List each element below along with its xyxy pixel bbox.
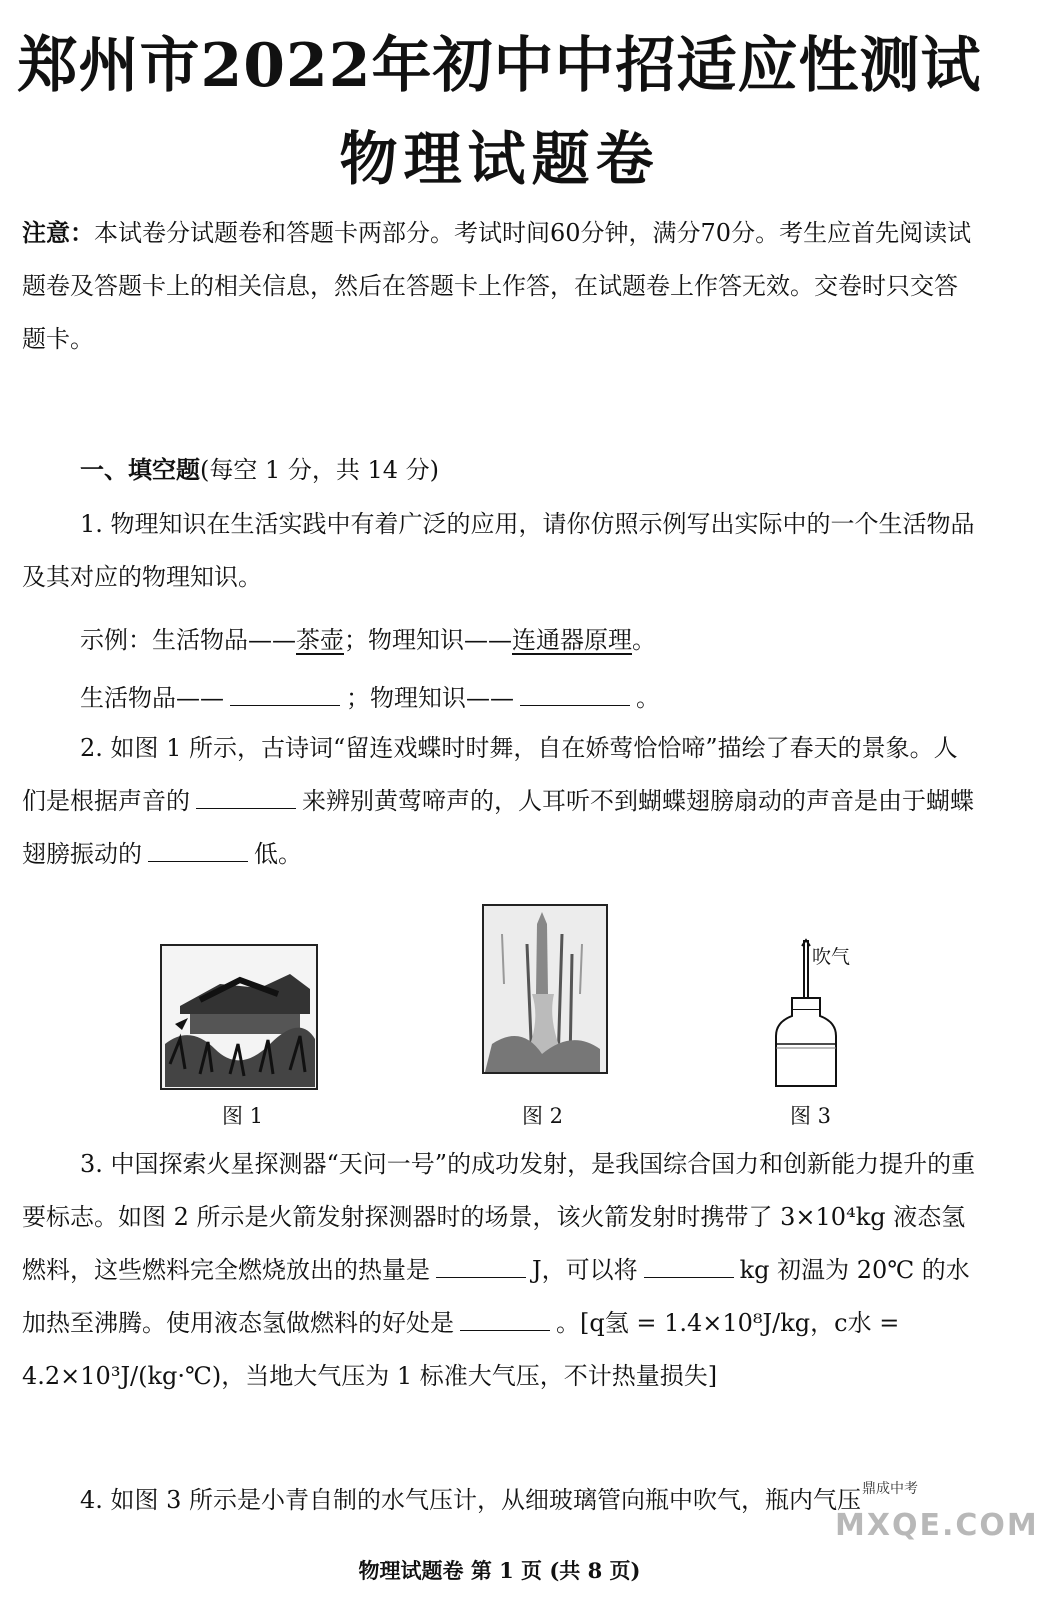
- blow-air-label: 吹气: [812, 946, 851, 968]
- exam-subtitle: 物理试题卷: [339, 125, 660, 193]
- answer-blank[interactable]: [436, 1255, 526, 1278]
- example-prefix: 示例：生活物品——: [80, 626, 296, 654]
- exam-title: 郑州市2022年初中中招适应性测试: [17, 31, 982, 101]
- question-1-fill: [80, 678, 660, 713]
- fill-end: 。: [636, 684, 660, 712]
- q3-part2: J，可以将: [532, 1256, 638, 1284]
- section-heading: [80, 450, 439, 485]
- figure-2-caption: 图 2: [522, 1104, 564, 1128]
- answer-blank[interactable]: [644, 1255, 734, 1278]
- section-title: 一、填空题: [80, 455, 200, 484]
- section-note: (每空 1 分，共 14 分): [200, 456, 440, 484]
- question-4: 4. 如图 3 所示是小青自制的水气压计，从细玻璃管向瓶中吹气，瓶内气压: [80, 1486, 862, 1514]
- notice-label: 注意：: [22, 218, 94, 247]
- question-1-stem: 1. 物理知识在生活实践中有着广泛的应用，请你仿照示例写出实际中的一个生活物品及其对应的物理知识。: [22, 510, 975, 591]
- q2-part3: 低。: [254, 840, 302, 868]
- q2-part2: 来辨别黄莺啼声的，人耳听不到蝴蝶翅膀扇动的声音是由于蝴蝶翅膀振动的: [22, 787, 974, 868]
- figure-1-caption: 图 1: [222, 1104, 264, 1128]
- watermark: MXQE.COM: [835, 1508, 1039, 1543]
- figure-3-caption: 图 3: [790, 1104, 832, 1128]
- answer-blank[interactable]: [196, 786, 296, 809]
- q3-part4: 。[q氢 = 1.4×10⁸J/kg，c水 = 4.2×10³J/(kg·℃)，当地大气压为 1 标准大气压，不计热量损失]: [22, 1309, 900, 1390]
- example-item: 茶壶: [296, 626, 344, 654]
- fill-mid: ；物理知识——: [346, 684, 514, 712]
- q3-part1: 3. 中国探索火星探测器“天问一号”的成功发射，是我国综合国力和创新能力提升的重要标志。如图 2 所示是火箭发射探测器时的场景，该火箭发射时携带了 3×10⁴kg 液态氢燃料，这些燃料完全燃烧放出的热量是: [22, 1150, 976, 1284]
- question-2: [22, 722, 977, 881]
- example-end: 。: [632, 626, 656, 654]
- question-3: [22, 1138, 977, 1403]
- rocket-launch-illustration: [482, 904, 608, 1074]
- q2-part1: 2. 如图 1 所示，古诗词“留连戏蝶时时舞，自在娇莺恰恰啼”描绘了春天的景象。人们是根据声音的: [22, 734, 958, 815]
- answer-blank[interactable]: [230, 683, 340, 706]
- landscape-illustration: [160, 944, 318, 1090]
- figure-2-image: [482, 904, 608, 1074]
- answer-blank[interactable]: [520, 683, 630, 706]
- notice-text: 本试卷分试题卷和答题卡两部分。考试时间60分钟，满分70分。考生应首先阅读试题卷及答题卡上的相关信息，然后在答题卡上作答，在试题卷上作答无效。交卷时只交答题卡。: [22, 219, 972, 353]
- question-1-example: [80, 620, 656, 655]
- figure-1-image: [160, 944, 318, 1090]
- q3-part3: kg 初温为 20℃ 的水加热至沸腾。使用液态氢做燃料的好处是: [22, 1256, 970, 1337]
- fill-prefix: 生活物品——: [80, 684, 224, 712]
- answer-blank[interactable]: [460, 1308, 550, 1331]
- notice-paragraph: [22, 206, 977, 366]
- example-knowledge: 连通器原理: [512, 626, 632, 654]
- example-mid: ；物理知识——: [344, 626, 512, 654]
- page-footer: 物理试题卷 第 1 页 (共 8 页): [358, 1558, 641, 1583]
- answer-blank[interactable]: [148, 839, 248, 862]
- watermark-small: 鼎成中考: [862, 1481, 918, 1497]
